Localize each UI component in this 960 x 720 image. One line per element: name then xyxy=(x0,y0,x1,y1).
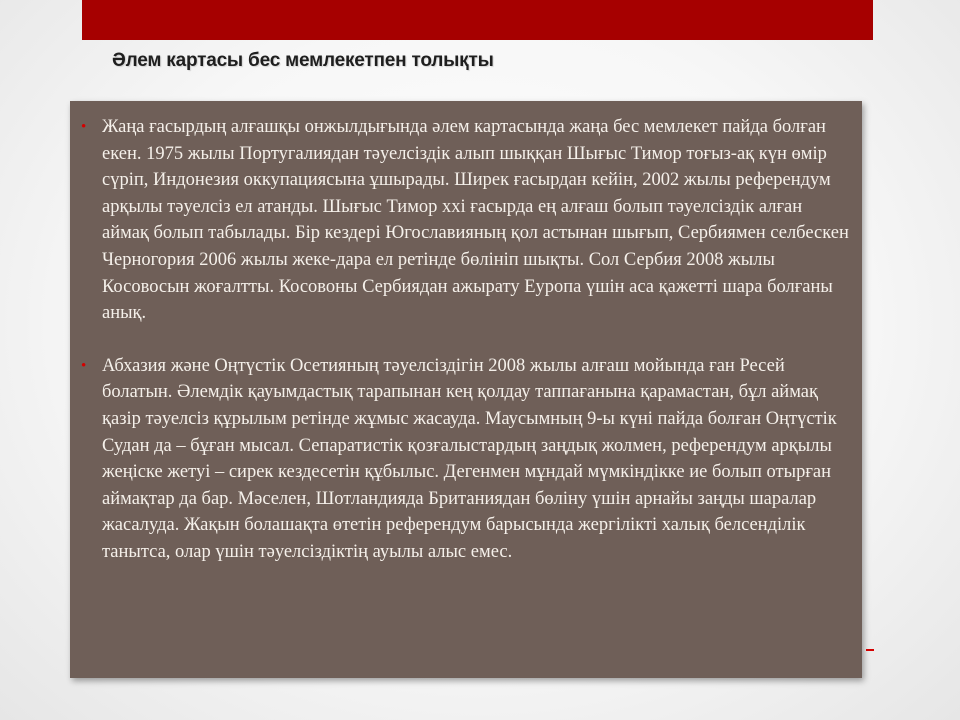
bullet-icon: • xyxy=(81,119,87,135)
paragraph-1 xyxy=(81,114,852,327)
slide-title: Әлем картасы бес мемлекетпен толықты xyxy=(112,50,494,71)
decorative-red-mark xyxy=(866,649,874,651)
paragraph-1-text: Жаңа ғасырдың алғашқы онжылдығында әлем картасында жаңа бес мемлекет пайда болған екен. 1975 жылы Португалиядан тәуелсіздік алып шыққан Шығыс Тимор тоғыз-ақ күн өмір сүріп, Индонезия оккупациясына ұшырады. Ширек ғасырдан кейін, 2002 жылы референдум арқылы тәуелсіз ел атанды. Шығыс Тимор ххі ғасырда ең алғаш болып тәуелсіздік алған аймақ болып табылады. Бір кездері Югославияның қол астынан шығып, Сербиямен селбескен Черногория 2006 жылы жеке-дара ел ретінде бөлініп шықты. Сол Сербия 2008 жылы Косовосын жоғалтты. Косовоны Сербиядан ажырату Еуропа үшін аса қажетті шара болғаны анық. xyxy=(102,117,849,324)
bullet-icon: • xyxy=(81,357,87,374)
top-red-band xyxy=(82,0,873,40)
paragraph-2 xyxy=(81,353,852,566)
content-box xyxy=(70,101,862,678)
paragraph-2-text: Абхазия және Оңтүстік Осетияның тәуелсіздігін 2008 жылы алғаш мойында ған Ресей болатын. Әлемдік қауымдастық тарапынан кең қолдау таппағанына қарамастан, бұл аймақ қазір тәуелсіз құрылым ретінде жұмыс жасауда. Маусымның 9-ы күні пайда болған Оңтүстік Судан да – бұған мысал. Сепаратистік қозғалыстардың заңдық жолмен, референдум арқылы жеңіске жетуі – сирек кездесетін құбылыс. Дегенмен мұндай мүмкіндікке ие болып отырған аймақтар да бар. Мәселен, Шотландияда Британиядан бөліну үшін арнайы заңды шаралар жасалуда. Жақын болашақта өтетін референдум барысында жергілікті халық белсенділік танытса, олар үшін тәуелсіздіктің ауылы алыс емес. xyxy=(102,355,837,562)
